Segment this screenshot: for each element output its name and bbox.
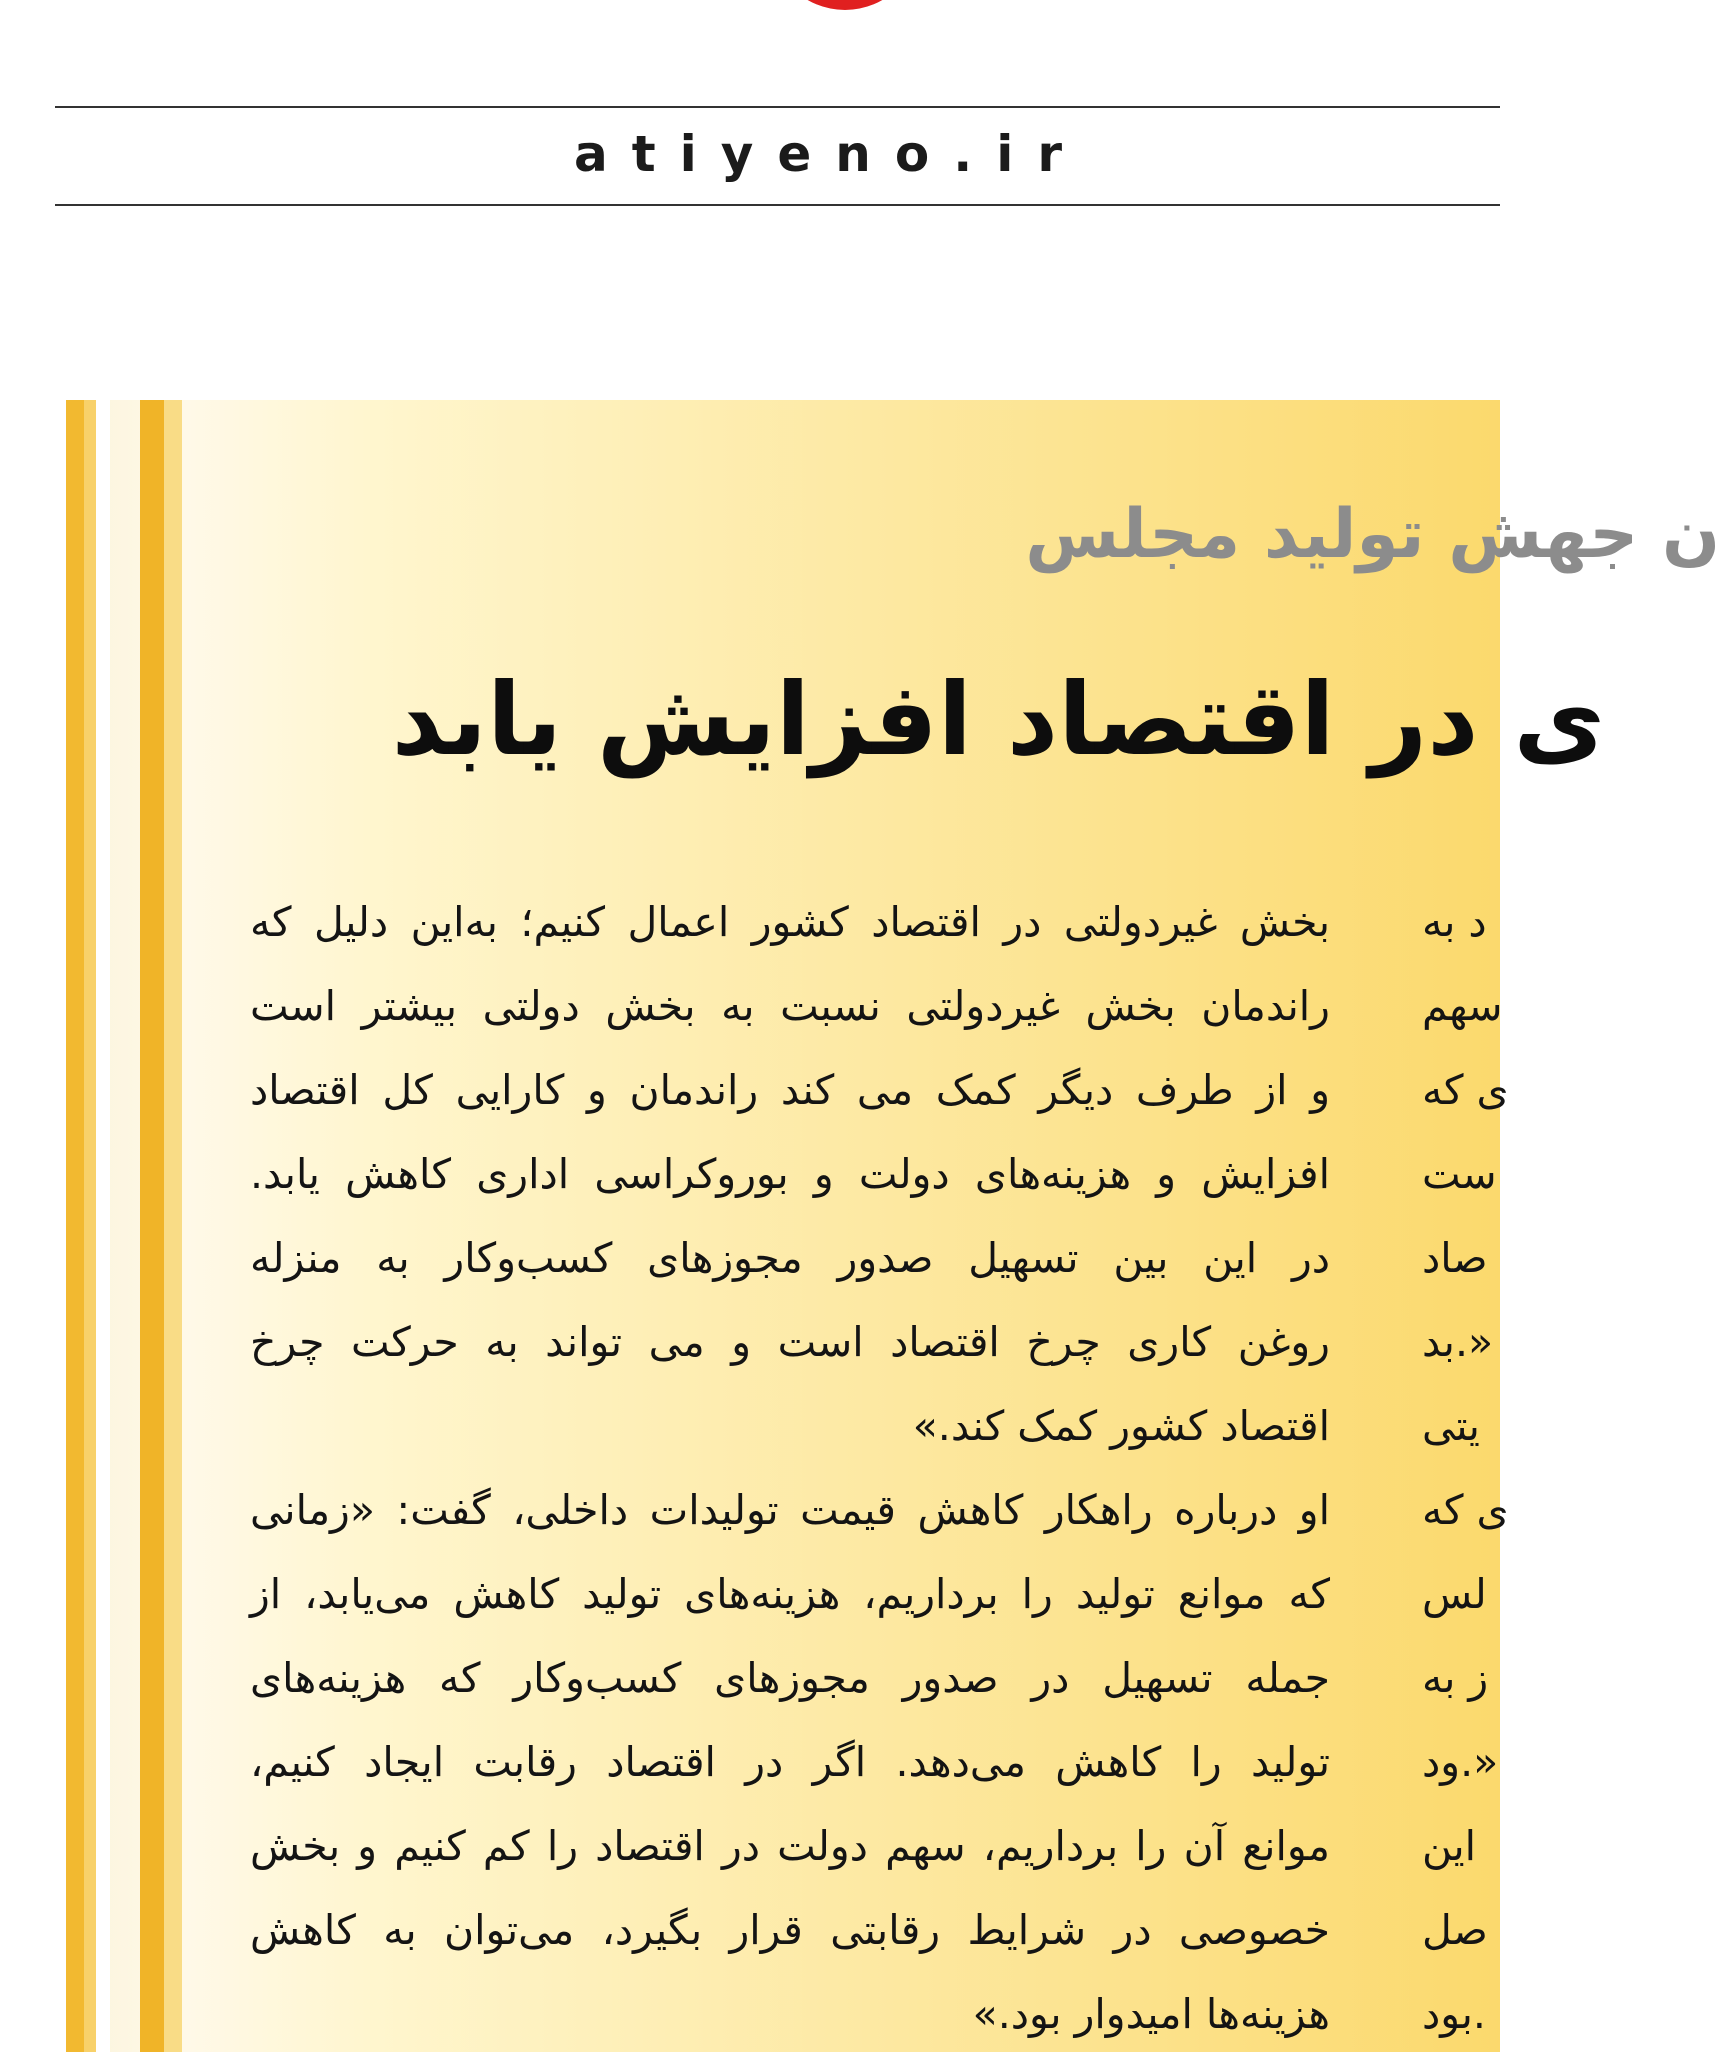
side-line-fragment: سهم bbox=[1422, 982, 1503, 1030]
side-line-fragment: صاد bbox=[1422, 1234, 1488, 1282]
side-line-fragment: ز به bbox=[1422, 1654, 1489, 1702]
body-line: تولید را کاهش می‌دهد. اگر در اقتصاد رقابت ایجاد کنیم، bbox=[250, 1738, 1330, 1786]
body-line: اقتصاد کشور کمک کند.» bbox=[912, 1402, 1330, 1450]
body-line: موانع آن را برداریم، سهم دولت در اقتصاد را کم کنیم و بخش bbox=[250, 1822, 1330, 1870]
header-rule-top bbox=[55, 106, 1500, 108]
masthead-red-logo-fragment bbox=[770, 0, 920, 10]
article-headline: ی در اقتصاد افزایش یابد bbox=[391, 661, 1605, 778]
decorative-stripe bbox=[96, 400, 110, 2052]
side-line-fragment: لس bbox=[1422, 1570, 1487, 1618]
article-kicker: ن جهش تولید مجلس bbox=[1025, 495, 1720, 574]
decorative-stripe bbox=[84, 400, 96, 2052]
side-line-fragment: صل bbox=[1422, 1906, 1488, 1954]
body-line: راندمان بخش غیردولتی نسبت به بخش دولتی بیشتر است bbox=[250, 982, 1330, 1030]
body-line: او درباره راهکار کاهش قیمت تولیدات داخلی، گفت: «زمانی bbox=[250, 1486, 1330, 1534]
body-line: و از طرف دیگر کمک می کند راندمان و کارایی کل اقتصاد bbox=[250, 1066, 1330, 1114]
side-line-fragment: بد.» bbox=[1422, 1318, 1494, 1366]
body-line: جمله تسهیل در صدور مجوزهای کسب‌وکار که هزینه‌های bbox=[250, 1654, 1330, 1702]
body-line: افزایش و هزینه‌های دولت و بوروکراسی اداری کاهش یابد. bbox=[250, 1150, 1330, 1198]
body-line: خصوصی در شرایط رقابتی قرار بگیرد، می‌توان به کاهش bbox=[250, 1906, 1330, 1954]
side-line-fragment: ی که bbox=[1422, 1066, 1509, 1114]
side-text-column bbox=[1422, 880, 1509, 2056]
site-url: atiyeno.ir bbox=[573, 125, 1087, 183]
decorative-stripe bbox=[66, 400, 84, 2052]
side-line-fragment: بود. bbox=[1422, 1990, 1486, 2038]
main-text-column bbox=[250, 880, 1330, 2056]
side-line-fragment: د به bbox=[1422, 898, 1487, 946]
decorative-stripe bbox=[140, 400, 164, 2052]
side-line-fragment: ی که bbox=[1422, 1486, 1509, 1534]
side-line-fragment: ود.» bbox=[1422, 1738, 1499, 1786]
header-rule-bottom bbox=[55, 204, 1500, 206]
side-line-fragment: یتی bbox=[1422, 1402, 1480, 1450]
side-line-fragment: ست bbox=[1422, 1150, 1497, 1198]
body-line: در این بین تسهیل صدور مجوزهای کسب‌وکار به منزله bbox=[250, 1234, 1330, 1282]
body-line: روغن کاری چرخ اقتصاد است و می تواند به حرکت چرخ bbox=[250, 1318, 1330, 1366]
body-line: که موانع تولید را برداریم، هزینه‌های تولید کاهش می‌یابد، از bbox=[250, 1570, 1330, 1618]
body-line: هزینه‌ها امیدوار بود.» bbox=[972, 1990, 1330, 2038]
side-line-fragment: این bbox=[1422, 1822, 1477, 1870]
decorative-stripe bbox=[164, 400, 182, 2052]
body-line: بخش غیردولتی در اقتصاد کشور اعمال کنیم؛ به‌این دلیل که bbox=[250, 898, 1330, 946]
